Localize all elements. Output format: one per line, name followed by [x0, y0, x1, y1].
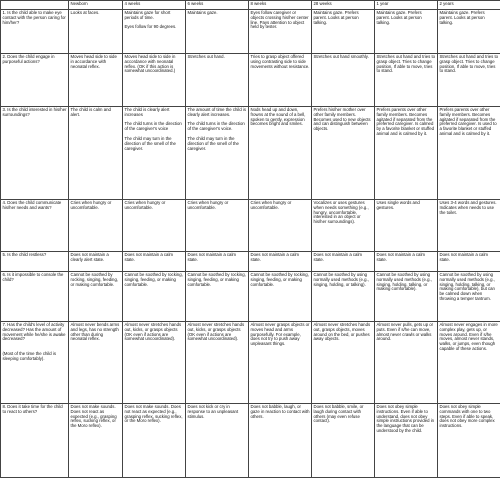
table-cell: Maintains gaze for short periods of time. Eyes follow for 90 degrees.: [123, 10, 186, 54]
header-6-weeks: 6 weeks: [186, 1, 249, 10]
table-cell: Does not maintain a calm state.: [249, 252, 312, 272]
row-question: 3. Is the child interested in his/her surroundings?: [1, 107, 69, 200]
table-cell: Almost never stretches hands out, kicks, or grasps objects (OK even if actions are somewhat uncoordinated).: [123, 322, 186, 404]
table-cell: Does not babble, laugh, or gaze in reaction to contact with others.: [249, 404, 312, 478]
table-cell: Vocalizes or uses gestures when needs something (e.g., hungry, uncomfortable, interested in an object or his/her surroundings).: [312, 200, 375, 252]
table-row: [1, 252, 500, 272]
row-question: 4. Does the child communicate his/her needs and wants?: [1, 200, 69, 252]
table-cell: Cannot be soothed by using normally used methods (e.g., singing, holding, talking, or making comfortable), but can be calmed down when throwing a temper tantrum.: [438, 272, 500, 322]
table-cell: Prefers his/her mother over other family members. Becomes used to new objects and can distinguish between objects.: [312, 107, 375, 200]
table-row: [1, 200, 500, 252]
table-cell: Cries when hungry or uncomfortable.: [249, 200, 312, 252]
table-cell: Prefers parents over other family members. Becomes agitated if separated from the preferred caregiver. Is used to a favorite blanket or stuffed animal and is calmed by it.: [438, 107, 500, 200]
row-question: 8. Does it take time for the child to react to others?: [1, 404, 69, 478]
table-cell: Maintains gaze.: [186, 10, 249, 54]
header-2-years: 2 years: [438, 1, 500, 10]
header-8-weeks: 8 weeks: [249, 1, 312, 10]
table-cell: Cannot be soothed by rocking, singing, feeding, or making comfortable.: [249, 272, 312, 322]
table-cell: Does not maintain a calm state.: [123, 252, 186, 272]
table-cell: Nods head up and down, frowns at the sound of a bell, spoken to gently, expression becomes bright and smiles.: [249, 107, 312, 200]
table-row: [1, 272, 500, 322]
table-cell: Does not make sounds. Does not react as expected (e.g., grasping reflex, sucking reflex, or the Moro reflex).: [69, 404, 123, 478]
table-cell: Does not make sounds. Does not react as expected (e.g., grasping reflex, sucking reflex, or the Moro reflex).: [123, 404, 186, 478]
table-cell: The amount of time the child is clearly alert increases. The child turns in the direction of the caregiver's voice. The child may turn in the direction of the smell of the caregiver.: [186, 107, 249, 200]
table-cell: Does not maintain a calm state.: [312, 252, 375, 272]
header-newborn: Newborn: [69, 1, 123, 10]
table-row: [1, 404, 500, 478]
table-cell: Does not maintain a calm state.: [438, 252, 500, 272]
table-cell: Does not obey simple commands with one to two steps. Even if able to speak, does not obey more complex instructions.: [438, 404, 500, 478]
table-cell: The child is clearly alert increases The child turns in the direction of the caregiver's voice The child may turn in the direction of the smell of the caregiver.: [123, 107, 186, 200]
table-cell: Uses single words and gestures.: [375, 200, 438, 252]
table-cell: Almost never stretches hands out, grasps objects, moves around on the bed, or pushes away objects.: [312, 322, 375, 404]
table-cell: Maintains gaze. Prefers parent. Looks at person talking.: [375, 10, 438, 54]
header-row: [1, 1, 500, 10]
table-cell: Does not kick or cry in response to an unpleasant stimulus.: [186, 404, 249, 478]
table-cell: Cries when hungry or uncomfortable.: [186, 200, 249, 252]
table-cell: Cries when hungry or uncomfortable.: [69, 200, 123, 252]
table-cell: Almost never engages in more complex play, gets up, or moves around. Even if s/he moves, almost never stands, walks, or jumps, even though capable of these actions.: [438, 322, 500, 404]
table-cell: Does not maintain a calm state.: [375, 252, 438, 272]
table-row: [1, 54, 500, 107]
table-cell: Does not obey simple instructions. Even if able to understand, does not obey simple instructions provided in the language that can be understood by the child.: [375, 404, 438, 478]
table-cell: The child is calm and alert.: [69, 107, 123, 200]
table-cell: Does not babble, smile, or laugh during contact with others (may even refuse contact).: [312, 404, 375, 478]
table-cell: Does not maintain a clearly alert state.: [69, 252, 123, 272]
table-cell: Uses 3-4 words and gestures. Indicates when needs to use the toilet.: [438, 200, 500, 252]
table-cell: Almost never pulls, gets up or puts. Even if s/he can move, almost never crawls or walks around.: [375, 322, 438, 404]
table-cell: Cannot be soothed by rocking, singing, feeding, or making comfortable.: [186, 272, 249, 322]
row-question: 7. Has the child's level of activity decreased? Has the amount of movement while he/she is awake decreased? (Most of the time the child is sleeping comfortably).: [1, 322, 69, 404]
table-cell: Cannot be soothed by rocking, singing, feeding, or making comfortable.: [69, 272, 123, 322]
table-cell: Eyes follow caregiver or objects crossing his/her center line. Pays attention to object held by tester.: [249, 10, 312, 54]
header-4-weeks: 4 weeks: [123, 1, 186, 10]
table-cell: Moves head side to side in accordance with neonatal reflex. (OK if this action is somewhat uncoordinated.): [123, 54, 186, 107]
table-cell: Almost never stretches hands out, kicks, or grasps objects (OK even if actions are somewhat uncoordinated).: [186, 322, 249, 404]
header-28-weeks: 28 weeks: [312, 1, 375, 10]
header-1-year: 1 year: [375, 1, 438, 10]
table-cell: Almost never grasps objects or moves head and arms purposefully. For example, does not try to push away unpleasant things.: [249, 322, 312, 404]
table-cell: Maintains gaze. Prefers parent. Looks at person talking.: [438, 10, 500, 54]
table-cell: Prefers parents over other family members. Becomes agitated if separated from the preferred caregiver. Is calmed by a favorite blanket or stuffed animal and is calmed by it.: [375, 107, 438, 200]
table-cell: Stretches out hand and tries to grasp object. Tries to change position. If able to move, tries to stand.: [438, 54, 500, 107]
table-cell: Does not maintain a calm state.: [186, 252, 249, 272]
table-cell: Cannot be soothed by using normally used methods (e.g., singing, holding, or talking).: [312, 272, 375, 322]
table-cell: Stretches out hand.: [186, 54, 249, 107]
table-cell: Almost never bends arms and legs, has no strength other than during neonatal reflex.: [69, 322, 123, 404]
header-question-column: [1, 1, 69, 10]
table-cell: Maintains gaze. Prefers parent. Looks at person talking.: [312, 10, 375, 54]
row-question: 1. Is the child able to make eye contact with the person caring for him/her?: [1, 10, 69, 54]
table-cell: Looks at faces.: [69, 10, 123, 54]
table-cell: Cries when hungry or uncomfortable.: [123, 200, 186, 252]
table-cell: Tries to grasp object offered using contrasting side to side movements without resistance.: [249, 54, 312, 107]
table-cell: Moves head side to side in accordance with neonatal reflex.: [69, 54, 123, 107]
table-row: [1, 322, 500, 404]
row-question: 2. Does the child engage in purposeful actions?: [1, 54, 69, 107]
table-cell: Cannot be soothed by using normally used methods (e.g., singing, holding, talking, or making comfortable).: [375, 272, 438, 322]
table-row: [1, 10, 500, 54]
table-cell: Stretches out hand and tries to grasp object. Tries to change position. If able to move, tries to stand.: [375, 54, 438, 107]
row-question: 5. Is the child restless?: [1, 252, 69, 272]
row-question: 6. Is it impossible to console the child?: [1, 272, 69, 322]
table-cell: Stretches out hand smoothly.: [312, 54, 375, 107]
table-row: [1, 107, 500, 200]
table-cell: Cannot be soothed by rocking, singing, feeding, or making comfortable.: [123, 272, 186, 322]
